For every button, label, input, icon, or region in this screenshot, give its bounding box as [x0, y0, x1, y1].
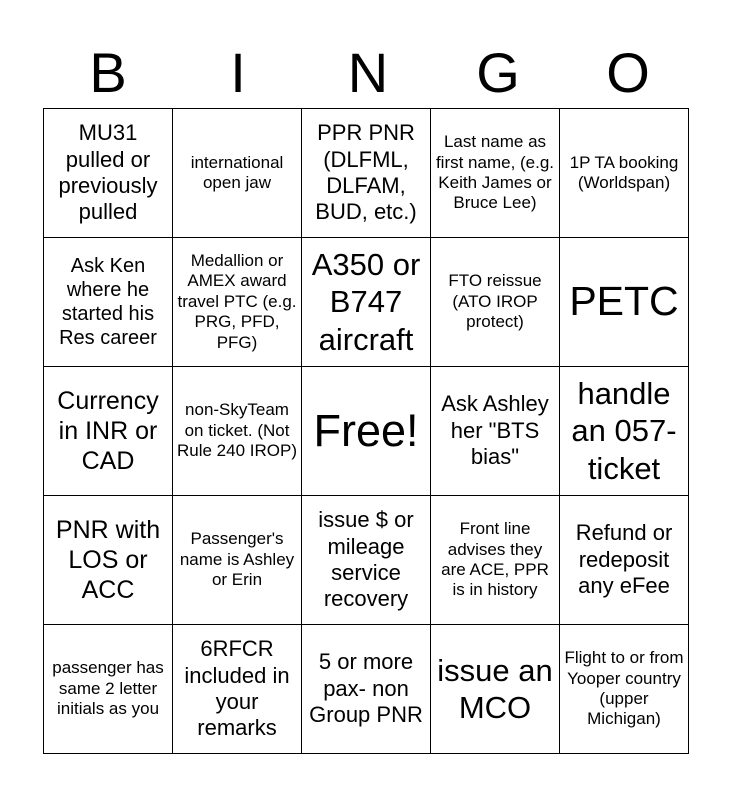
bingo-cell[interactable]: PNR with LOS or ACC [44, 496, 173, 625]
bingo-cell[interactable]: MU31 pulled or previously pulled [44, 109, 173, 238]
bingo-board [43, 108, 689, 754]
board-row [44, 109, 689, 238]
bingo-cell[interactable]: international open jaw [173, 109, 302, 238]
bingo-cell[interactable]: Ask Ken where he started his Res career [44, 238, 173, 367]
board-row [44, 238, 689, 367]
bingo-cell[interactable]: PETC [560, 238, 689, 367]
board-row [44, 496, 689, 625]
bingo-cell[interactable]: issue $ or mileage service recovery [302, 496, 431, 625]
header-letter-o: O [606, 41, 650, 104]
header-letter-g: G [476, 41, 520, 104]
header-letter-i: I [230, 41, 246, 104]
header-letter-n: N [347, 41, 389, 104]
bingo-cell[interactable]: PPR PNR (DLFML, DLFAM, BUD, etc.) [302, 109, 431, 238]
header-letter-b: B [89, 41, 127, 104]
bingo-cell[interactable]: 6RFCR included in your remarks [173, 625, 302, 754]
bingo-cell[interactable]: handle an 057-ticket [560, 367, 689, 496]
bingo-cell[interactable]: Front line advises they are ACE, PPR is in history [431, 496, 560, 625]
bingo-cell[interactable]: Currency in INR or CAD [44, 367, 173, 496]
bingo-cell[interactable]: Refund or redeposit any eFee [560, 496, 689, 625]
bingo-cell[interactable]: FTO reissue (ATO IROP protect) [431, 238, 560, 367]
board-row [44, 625, 689, 754]
bingo-cell[interactable]: A350 or B747 aircraft [302, 238, 431, 367]
board-row [44, 367, 689, 496]
bingo-cell[interactable]: Ask Ashley her "BTS bias" [431, 367, 560, 496]
bingo-cell[interactable]: 5 or more pax- non Group PNR [302, 625, 431, 754]
free-space-cell[interactable]: Free! [302, 367, 431, 496]
bingo-cell[interactable]: Last name as first name, (e.g. Keith James or Bruce Lee) [431, 109, 560, 238]
bingo-cell[interactable]: 1P TA booking (Worldspan) [560, 109, 689, 238]
bingo-cell[interactable]: Passenger's name is Ashley or Erin [173, 496, 302, 625]
bingo-header [43, 38, 693, 108]
bingo-cell[interactable]: non-SkyTeam on ticket. (Not Rule 240 IROP) [173, 367, 302, 496]
bingo-cell[interactable]: Flight to or from Yooper country (upper Michigan) [560, 625, 689, 754]
bingo-cell[interactable]: issue an MCO [431, 625, 560, 754]
bingo-cell[interactable]: passenger has same 2 letter initials as you [44, 625, 173, 754]
bingo-cell[interactable]: Medallion or AMEX award travel PTC (e.g. PRG, PFD, PFG) [173, 238, 302, 367]
